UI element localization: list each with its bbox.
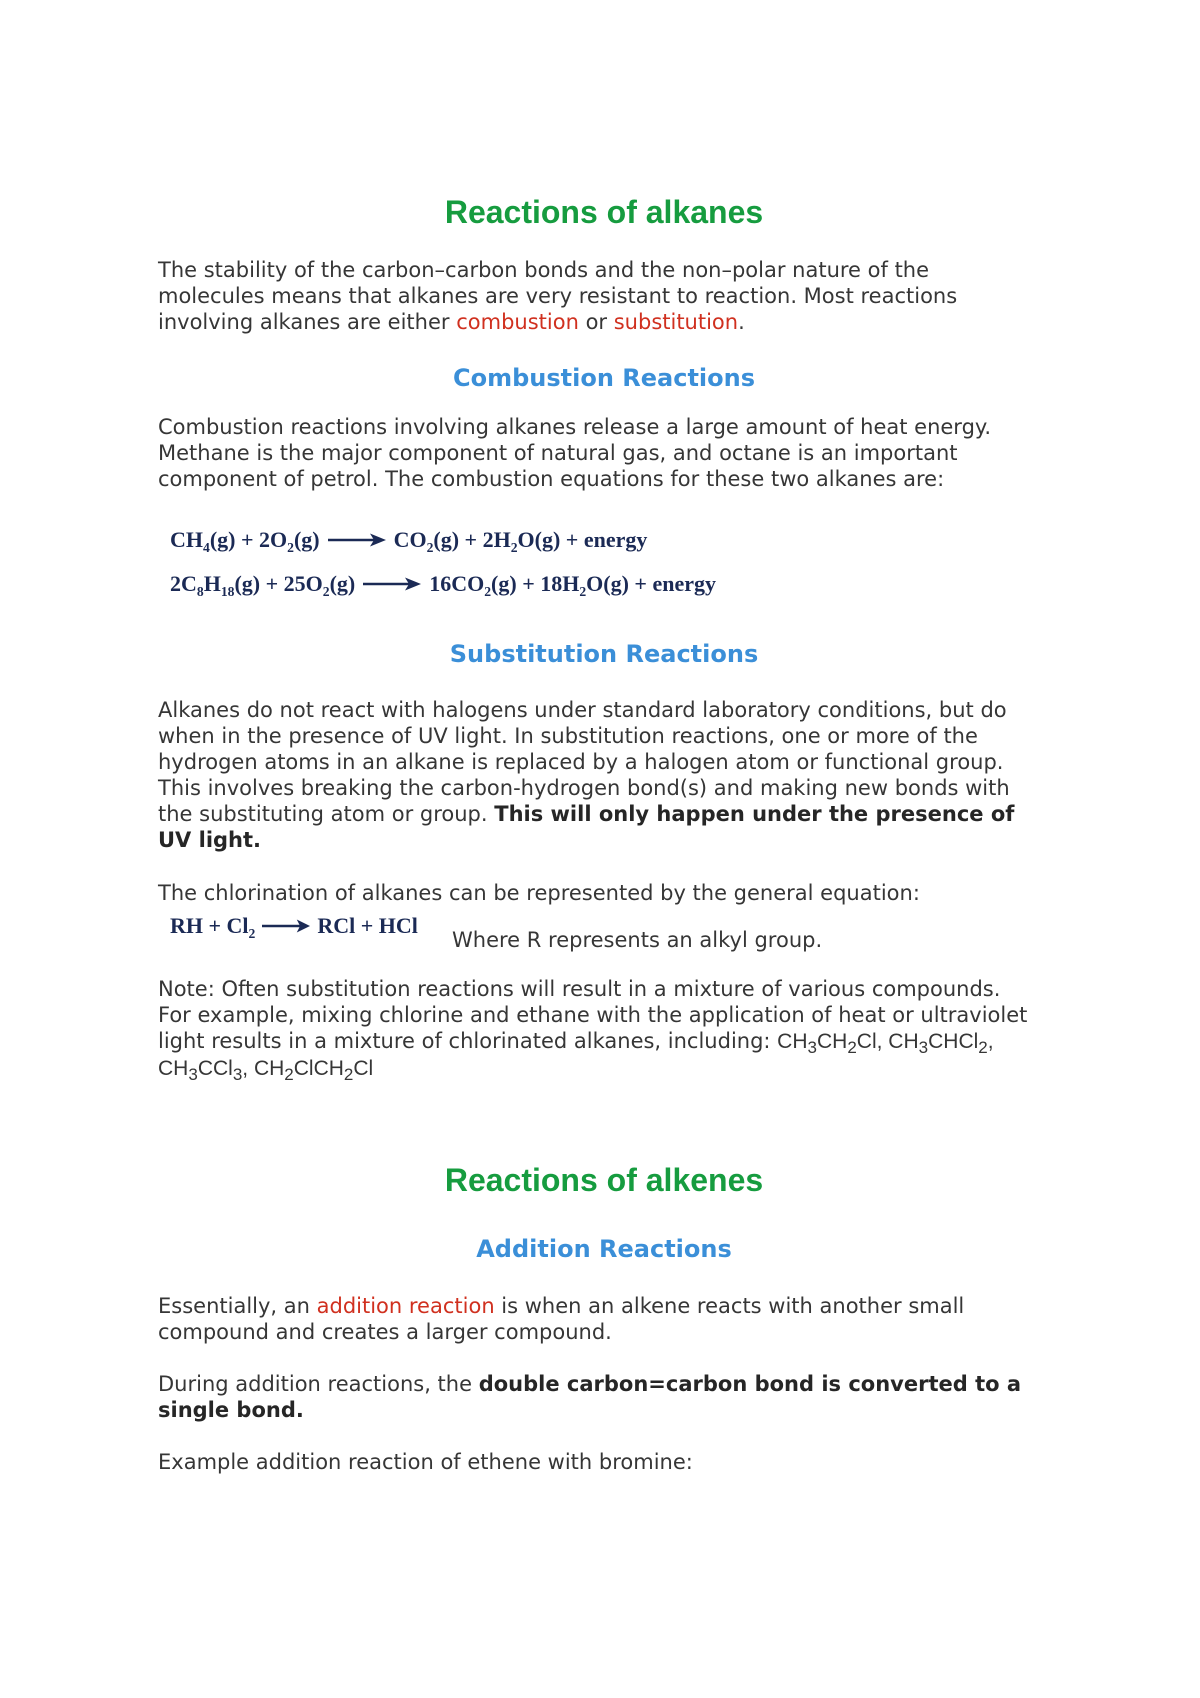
paragraph-line: [158, 309, 957, 335]
addition-example-paragraph: [158, 1449, 693, 1475]
paragraph-line: [158, 697, 1014, 723]
text-run: Essentially, an: [158, 1294, 317, 1318]
paragraph-line: [158, 466, 991, 492]
paragraph-line: [158, 1319, 964, 1345]
text-run: RH + Cl: [170, 913, 249, 938]
chemical-formula: , CH: [242, 1057, 285, 1080]
subscript: 2: [322, 583, 330, 599]
subscript: 4: [203, 539, 210, 555]
text-run: (g) + 2O: [209, 527, 288, 552]
chemical-formula: ,: [987, 1030, 994, 1053]
subscript: 2: [343, 1065, 354, 1085]
subscript: 3: [918, 1038, 929, 1058]
text-run: when in the presence of UV light. In substitution reactions, one or more of the: [158, 724, 978, 748]
chemical-formula: ClCH: [293, 1057, 344, 1080]
chemical-equation: [170, 562, 716, 606]
paragraph-line: [158, 440, 991, 466]
subscript: 2: [484, 583, 492, 599]
text-run: O(g) + energy: [517, 527, 648, 552]
reaction-arrow-icon: [363, 576, 421, 592]
paragraph-line: [158, 1028, 1027, 1058]
text-run: or: [578, 310, 614, 334]
text-run: CH: [170, 527, 203, 552]
text-run: Note: Often substitution reactions will result in a mixture of various compounds.: [158, 977, 1001, 1001]
substitution-paragraph: [158, 697, 1014, 853]
subscript: 3: [188, 1065, 198, 1085]
subscript: 2: [426, 539, 434, 555]
text-run: involving alkanes are either: [158, 310, 457, 334]
subscript: 2: [287, 539, 294, 555]
chemical-formula: Cl, CH: [856, 1030, 919, 1053]
text-run: Example addition reaction of ethene with bromine:: [158, 1450, 693, 1474]
text-run: compound and creates a larger compound.: [158, 1320, 612, 1344]
text-run: the substituting atom or group.: [158, 802, 495, 826]
paragraph-line: [158, 723, 1014, 749]
chlorination-equation: [170, 911, 418, 941]
chemical-formula: CH: [816, 1030, 848, 1053]
paragraph-line: [158, 257, 957, 283]
reaction-arrow-icon: [262, 918, 310, 934]
text-run: light results in a mixture of chlorinated alkanes, including:: [158, 1029, 778, 1053]
text-run: 2C: [170, 571, 197, 596]
page-title-alkanes: Reactions of alkanes: [444, 194, 764, 230]
text-run: Alkanes do not react with halogens under standard laboratory conditions, but do: [158, 698, 1007, 722]
paragraph-line: [158, 880, 920, 906]
text-run: hydrogen atoms in an alkane is replaced by a halogen atom or functional group.: [158, 750, 1004, 774]
substitution-note-paragraph: [158, 976, 1028, 1085]
chemical-equation: [170, 911, 418, 941]
text-run: component of petrol. The combustion equations for these two alkanes are:: [158, 467, 945, 491]
paragraph-line: [158, 1055, 1027, 1085]
equation-note: Where R represents an alkyl group.: [452, 928, 823, 952]
chemical-formula: Cl: [353, 1057, 374, 1080]
text-run: 16CO: [429, 571, 485, 596]
highlighted-term: combustion: [456, 310, 579, 334]
subscript: 2: [978, 1038, 988, 1058]
text-run: (g) + 25O: [234, 571, 323, 596]
text-run: is when an alkene reacts with another small: [494, 1294, 965, 1318]
text-run: Methane is the major component of natural gas, and octane is an important: [158, 441, 958, 465]
highlighted-term: substitution: [613, 310, 739, 334]
text-run: .: [738, 310, 745, 334]
paragraph-line: [158, 775, 1014, 801]
subscript: 2: [579, 583, 587, 599]
chemical-formula: CCl: [197, 1057, 233, 1080]
paragraph-line: [158, 827, 1014, 853]
highlighted-term: addition reaction: [316, 1294, 495, 1318]
text-run: The chlorination of alkanes can be represented by the general equation:: [158, 881, 920, 905]
subscript: 18: [220, 583, 235, 599]
paragraph-line: [158, 283, 957, 309]
text-run: (g) + 2H: [433, 527, 511, 552]
subscript: 2: [284, 1065, 294, 1085]
text-run: O(g) + energy: [586, 571, 717, 596]
subscript: 2: [248, 925, 256, 941]
subscript: 3: [807, 1038, 817, 1058]
text-run: H: [203, 571, 221, 596]
paragraph-line: [158, 749, 1014, 775]
paragraph-line: [158, 1293, 964, 1319]
chemical-formula: CH: [158, 1057, 189, 1080]
subscript: 2: [510, 539, 518, 555]
bold-text: UV light.: [158, 828, 262, 852]
combustion-heading: Combustion Reactions: [452, 364, 756, 392]
paragraph-line: [158, 1397, 1021, 1423]
paragraph-line: [158, 976, 1027, 1002]
substitution-heading: Substitution Reactions: [449, 640, 759, 668]
combustion-equations: [170, 518, 716, 606]
chemical-formula: CH: [777, 1030, 808, 1053]
addition-heading: Addition Reactions: [476, 1235, 732, 1263]
subscript: 2: [847, 1038, 857, 1058]
text-run: For example, mixing chlorine and ethane with the application of heat or ultraviolet: [158, 1003, 1028, 1027]
chemical-formula: CHCl: [928, 1030, 979, 1053]
chemical-equation: [170, 518, 716, 562]
text-run: (g): [329, 571, 356, 596]
bold-text: This will only happen under the presence of: [494, 802, 1015, 826]
alkanes-intro-paragraph: [158, 257, 957, 335]
paragraph-line: [158, 1371, 1021, 1397]
addition-bond-paragraph: [158, 1371, 1021, 1423]
chlorination-intro-paragraph: [158, 880, 920, 906]
paragraph-line: [158, 1449, 693, 1475]
text-run: Combustion reactions involving alkanes release a large amount of heat energy.: [158, 415, 992, 439]
combustion-paragraph: [158, 414, 991, 492]
text-run: (g) + 18H: [491, 571, 580, 596]
paragraph-line: [158, 801, 1014, 827]
bold-text: double carbon=carbon bond is converted to a: [478, 1372, 1022, 1396]
text-run: The stability of the carbon–carbon bonds and the non–polar nature of the: [158, 258, 930, 282]
addition-definition-paragraph: [158, 1293, 964, 1345]
subscript: 8: [196, 583, 204, 599]
reaction-arrow-icon: [328, 532, 386, 548]
paragraph-line: [158, 414, 991, 440]
text-run: (g): [293, 527, 320, 552]
subscript: 3: [232, 1065, 243, 1085]
text-run: RCl + HCl: [317, 913, 418, 938]
text-run: molecules means that alkanes are very resistant to reaction. Most reactions: [158, 284, 958, 308]
paragraph-line: [158, 1002, 1027, 1028]
page-title-alkenes: Reactions of alkenes: [444, 1162, 764, 1198]
bold-text: single bond.: [158, 1398, 304, 1422]
text-run: During addition reactions, the: [158, 1372, 479, 1396]
text-run: This involves breaking the carbon-hydrogen bond(s) and making new bonds with: [158, 776, 1010, 800]
text-run: CO: [393, 527, 427, 552]
